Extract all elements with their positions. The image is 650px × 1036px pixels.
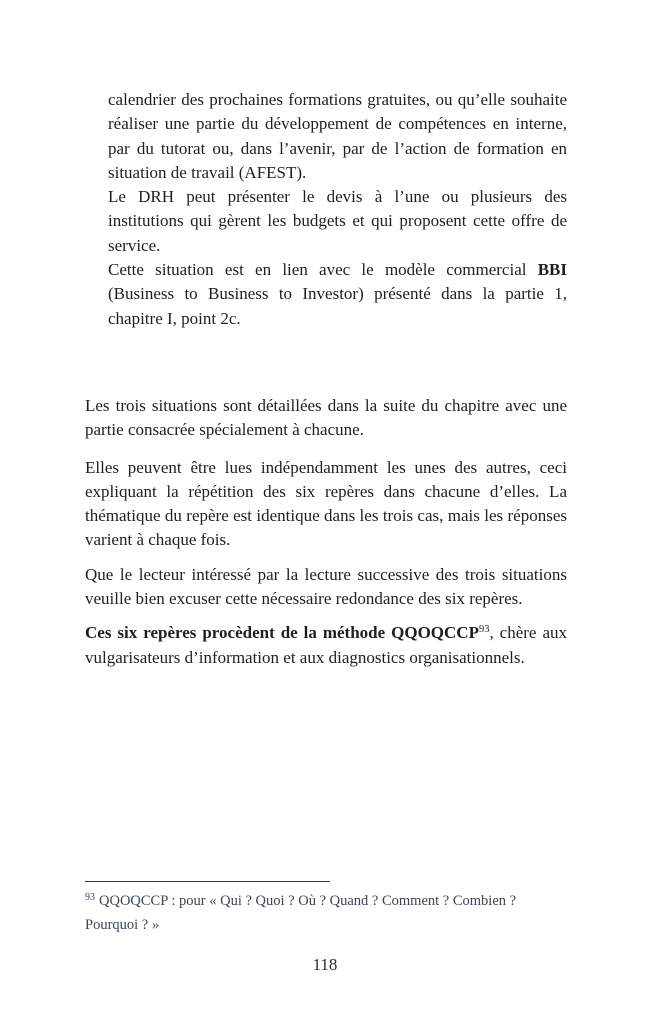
block-paragraph-bbi: Cette situation est en lien avec le modèle commercial BBI (Business to Business to Investor) présenté dans la partie 1, chapitre I, point 2c. bbox=[108, 260, 567, 328]
paragraph-elles-peuvent: Elles peuvent être lues indépendamment les unes des autres, ceci expliquant la répétition des six repères dans chacune d’elles. La thématique du repère est identique dans les trois cas, mais les réponses varient à chaque fois. bbox=[85, 457, 567, 550]
footnote-separator bbox=[85, 881, 330, 882]
footnote-text bbox=[85, 889, 555, 937]
text-column bbox=[85, 88, 567, 670]
block-paragraph-drh: Le DRH peut présenter le devis à l’une ou plusieurs des institutions qui gèrent les budgets et qui proposent cette offre de service. bbox=[108, 187, 567, 255]
footnote-body: QQOQCCP : pour « Qui ? Quoi ? Où ? Quand ? Comment ? Combien ? Pourquoi ? » bbox=[85, 893, 517, 933]
footnote bbox=[85, 881, 567, 937]
page-number: 118 bbox=[312, 955, 338, 974]
paragraph-que-le-lecteur: Que le lecteur intéressé par la lecture successive des trois situations veuille bien excuser cette nécessaire redondance des six repères. bbox=[85, 564, 567, 609]
paragraph-trois-situations: Les trois situations sont détaillées dans la suite du chapitre avec une partie consacrée spécialement à chacune. bbox=[85, 395, 567, 440]
paragraph-six-reperes-methode: Ces six repères procèdent de la méthode QQOQCCP$^{93}$, chère aux vulgarisateurs d’information et aux diagnostics organisationnels. bbox=[85, 623, 567, 667]
indented-block bbox=[108, 88, 567, 331]
block-paragraph-afest: calendrier des prochaines formations gratuites, ou qu’elle souhaite réaliser une partie du développement de compétences en interne, par du tutorat ou, dans l’avenir, par de l’action de formation en situation de travail (AFEST). bbox=[108, 90, 567, 182]
footnote-marker: 93 bbox=[85, 892, 95, 903]
